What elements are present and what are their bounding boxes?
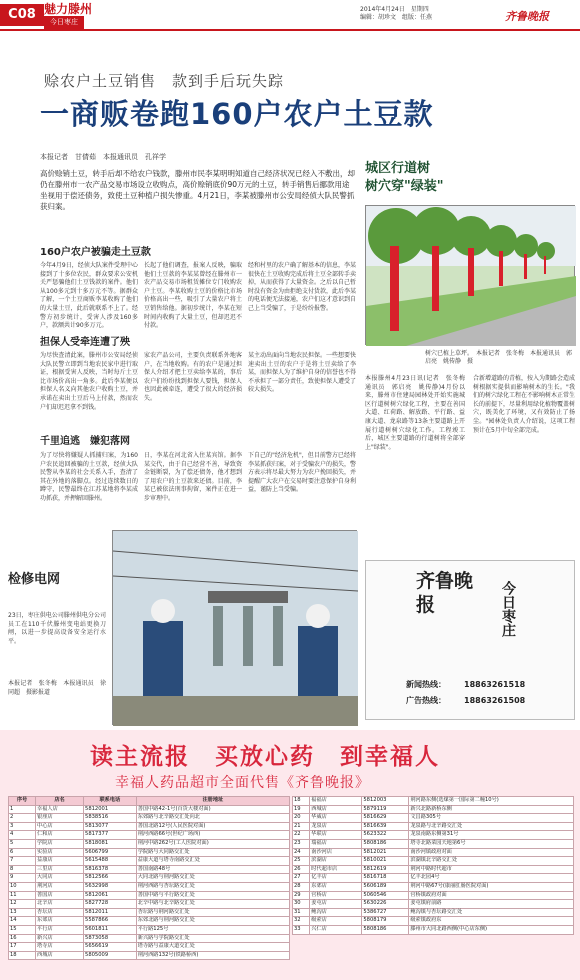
- table-cell: 20: [293, 814, 310, 823]
- table-cell: 8: [9, 865, 36, 874]
- table-cell: 瑞福店: [310, 839, 362, 848]
- table-cell: 荆河中路262号(工人医院对面): [136, 839, 289, 848]
- table-cell: 新兴路与学院路交汇处: [136, 934, 289, 943]
- table-row: [9, 943, 290, 952]
- repair-photo: [112, 530, 357, 725]
- s1-col1: 今年4月9日，经侦大队案件受理中心接到了十多位农民，群众要求公安机关严惩骗他们土豆钱款的案件。他们从100多元到十多万元不等。据群众了解，一个土豆商贩李某收购了他们的大量土豆，此后就联系不上了。经警方初步统计，受害人涉及160多户，款额共计90多万元。: [40, 262, 138, 330]
- table-cell: 22: [293, 831, 310, 840]
- table-cell: 17: [9, 943, 36, 952]
- table-cell: 荆河西路66号(世纪广场西): [136, 831, 289, 840]
- table-cell: 6: [9, 848, 36, 857]
- table-cell: 5810021: [362, 857, 409, 866]
- table-cell: 5812566: [84, 874, 137, 883]
- table-cell: 东郊店: [36, 917, 84, 926]
- table-cell: 5812021: [362, 848, 409, 857]
- table-cell: 福福店: [310, 797, 362, 806]
- table-row: [9, 874, 290, 883]
- s2-col1: 为尽快查清此案，滕州市公安局经侦大队民警立即到当地农民家中进行取证，根据受害人反映，当时每斤土豆比市场价高出一角多。此后李某便以担保人名义向其他农户收购土豆，并承诺在卖出土豆后马上付款，然而农户们却迟迟拿不到钱。: [40, 352, 138, 411]
- table-cell: 西城店: [36, 951, 84, 960]
- story-byline: 本报记者 甘倩茹 本报通讯员 孔祥学: [40, 153, 166, 161]
- table-cell: 塔寺店: [36, 943, 84, 952]
- store-table-right: [292, 796, 574, 935]
- table-row: [9, 917, 290, 926]
- table-cell: 塔寺路与益康大道交汇处: [136, 943, 289, 952]
- table-cell: 善国北路12号(人民医院对面): [136, 822, 289, 831]
- table-cell: 5606189: [362, 882, 409, 891]
- table-cell: 14: [9, 917, 36, 926]
- table-row: [293, 917, 574, 926]
- table-cell: 5656619: [84, 943, 137, 952]
- table-row: [9, 839, 290, 848]
- table-cell: 西城店: [310, 805, 362, 814]
- table-cell: 5587866: [84, 917, 137, 926]
- table-cell: 大同北路与荆河路交汇处: [136, 874, 289, 883]
- table-cell: 亿丰店: [310, 874, 362, 883]
- ad-subtitle: 幸福人药品超市全面代售《齐鲁晚报》: [115, 775, 370, 791]
- table-cell: 23: [293, 839, 310, 848]
- ad-slogan: 读主流报 买放心药 到幸福人: [90, 744, 440, 770]
- s2-col3: 某主动出面向当地农民担保。一些想要快速卖出土豆的农户于是将土豆卖给了李某，而担保人为了维护自身的信誉也不得不承担了一部分责任，致使担保人遭受了较大损失。: [248, 352, 357, 394]
- table-cell: 荆河西路与杏坛路交汇处: [136, 882, 289, 891]
- table-cell: 11: [9, 891, 36, 900]
- table-row: [9, 831, 290, 840]
- table-cell: 31: [293, 908, 310, 917]
- table-cell: 5386727: [362, 908, 409, 917]
- table-cell: 5812011: [84, 908, 137, 917]
- table-cell: 滨湖店: [310, 857, 362, 866]
- table-row: [293, 797, 574, 806]
- table-cell: 鲍沟镇与杏坛路交汇处: [409, 908, 574, 917]
- table-cell: 5817377: [84, 831, 137, 840]
- table-cell: 5816378: [84, 865, 137, 874]
- store-table-left: [8, 796, 290, 960]
- table-cell: 龙泉南路东侧第31号: [409, 831, 574, 840]
- table-row: [293, 805, 574, 814]
- tree-col2: 合新增道路的青植，按入为期路会造成树根据实提供而影响树木的生长。"我们的树穴绿化工程在不影响树木正常生长的前提下，尽量利用绿化植物覆盖树穴，既美化了环境，又有效防止了扬尘。"园林处负责人介绍说，这项工程预计在5月中旬全部完成。: [473, 375, 576, 434]
- table-cell: 南沙河镇政府对面: [409, 848, 574, 857]
- page-header: [0, 0, 580, 30]
- subhead-3: 千里追逃 嫌犯落网: [40, 436, 130, 447]
- table-row: [293, 891, 574, 900]
- table-cell: 15: [9, 925, 36, 934]
- table-row: [9, 848, 290, 857]
- table-cell: 官桥镇政府对面: [409, 891, 574, 900]
- table-cell: 5601811: [84, 925, 137, 934]
- table-cell: 24: [293, 848, 310, 857]
- table-cell: 文昌路305号: [409, 814, 574, 823]
- table-cell: 三里店: [36, 865, 84, 874]
- table-cell: 25: [293, 857, 310, 866]
- table-cell: 5808186: [362, 839, 409, 848]
- table-row: [9, 822, 290, 831]
- issue-meta: 2014年4月24日 星期四 编辑：胡珍文 组版：任燕: [360, 6, 433, 21]
- section-title: 魅力滕州 今日枣庄: [44, 4, 104, 26]
- table-cell: 5812619: [362, 865, 409, 874]
- story-headline: 一商贩卷跑160户农户土豆款: [40, 97, 434, 131]
- table-cell: 鲍沟店: [310, 908, 362, 917]
- table-cell: 10: [9, 882, 36, 891]
- table-cell: 平行店: [36, 925, 84, 934]
- table-cell: 5818081: [84, 839, 137, 848]
- table-cell: 级索镇政府东: [409, 917, 574, 926]
- tree-col1: 本报滕州4月23日讯(记者 张冬梅 通讯员 郭启亮 姚传静)4月份以来，滕州市住建局园林处开始实施城区行道树树穴绿化工程，主要在善国大道、红荷路、解放路、平行路、益康大道、龙泉路等13条主要道路上开展行道树树穴绿化工作。工程竣工后，城区主要道路的行道树将全部穿上"绿装"。: [365, 375, 472, 451]
- table-cell: 学院店: [36, 839, 84, 848]
- table-cell: 杏坛店: [36, 908, 84, 917]
- table-cell: 官桥店: [310, 891, 362, 900]
- table-cell: 北辛中路与北辛路交汇处: [136, 900, 289, 909]
- table-cell: 18: [293, 797, 310, 806]
- table-cell: 善国店: [36, 891, 84, 900]
- table-cell: 5632998: [84, 882, 137, 891]
- table-row: [9, 925, 290, 934]
- table-cell: 善国南路48号: [136, 865, 289, 874]
- table-row: [9, 908, 290, 917]
- page-number: C08: [0, 4, 44, 26]
- table-row: [293, 839, 574, 848]
- table-row: [293, 908, 574, 917]
- table-cell: 5816629: [362, 814, 409, 823]
- table-cell: 东郊北路与荆河路交汇处: [136, 917, 289, 926]
- table-cell: 南沙河店: [310, 848, 362, 857]
- table-cell: 19: [293, 805, 310, 814]
- table-cell: 5808179: [362, 917, 409, 926]
- table-cell: 5060546: [362, 891, 409, 900]
- table-cell: 新兴店: [36, 934, 84, 943]
- table-row: [9, 900, 290, 909]
- table-cell: 塔寺北路菜园天地第6号: [409, 839, 574, 848]
- table-row: [9, 865, 290, 874]
- table-row: [293, 831, 574, 840]
- news-hotline: 新闻热线： 18863261518: [406, 680, 526, 689]
- table-cell: 5812003: [362, 797, 409, 806]
- table-cell: 29: [293, 891, 310, 900]
- table-row: [293, 857, 574, 866]
- s1-col3: 经和村里的农户确了解基本的信息，李某很快在土豆收购完成后将土豆全部转手卖掉，从而获得了大量资金。之后以自己暂时没有资金为由拒绝支付货款，此后李某的电话便无法接通，农户们这才意识到自己上当受骗了，于是纷纷报警。: [248, 262, 357, 312]
- table-cell: 5816639: [362, 822, 409, 831]
- table-row: [293, 848, 574, 857]
- table-row: [293, 814, 574, 823]
- table-cell: 1: [9, 805, 36, 814]
- table-cell: 27: [293, 874, 310, 883]
- table-cell: 大同店: [36, 874, 84, 883]
- table-cell: 18: [9, 951, 36, 960]
- table-cell: 12: [9, 900, 36, 909]
- table-cell: 30: [293, 900, 310, 909]
- table-cell: 华联店: [310, 831, 362, 840]
- table-cell: 5606799: [84, 848, 137, 857]
- ad-brand-calligraphy: 齐鲁晚报: [416, 570, 474, 616]
- table-cell: 平行路125号: [136, 925, 289, 934]
- s2-col2: 家农产品公司，主要负责联系外地客户，在当地收购。有的农户是通过担保人介绍才把土豆卖给李某的，事后农户们纷纷找到担保人要钱，担保人也因此被牵连，遭受了很大的经济损失。: [144, 352, 242, 402]
- table-cell: 华威店: [310, 814, 362, 823]
- table-cell: 5: [9, 839, 36, 848]
- section-subtitle: 今日枣庄: [44, 16, 84, 29]
- table-cell: 益康大道与塔寺南路交汇处: [136, 857, 289, 866]
- table-cell: 龙泉店: [310, 822, 362, 831]
- table-cell: 32: [293, 917, 310, 926]
- col-no: 序号: [9, 797, 36, 806]
- table-cell: 28: [293, 882, 310, 891]
- table-row: [9, 857, 290, 866]
- repair-credit: 本报记者 张冬梅 本报通讯员 徐同超 摄影报道: [8, 680, 106, 696]
- table-cell: 龙泉路与北辛路交汇处: [409, 822, 574, 831]
- subhead-1: 160户农户被骗走土豆款: [40, 247, 151, 258]
- table-cell: 5623322: [362, 831, 409, 840]
- repair-title: 检修电网: [8, 572, 61, 587]
- table-row: [9, 814, 290, 823]
- table-cell: 幸福人店: [36, 805, 84, 814]
- tree-story-title: 城区行道树 树穴穿"绿装": [365, 161, 444, 194]
- table-row: [293, 822, 574, 831]
- table-cell: 北辛店: [36, 900, 84, 909]
- table-cell: 银座店: [36, 814, 84, 823]
- table-cell: 荆河店: [36, 882, 84, 891]
- table-cell: 2: [9, 814, 36, 823]
- table-cell: 7: [9, 857, 36, 866]
- story-lead: 高价赊销土豆，转手后却不给农户钱款，滕州市民李某明明知道自己经济状况已经入不敷出，却仍在滕州市一农产品交易市场设立收购点，高价赊销底价90万元的土豆，转手销售后挪款用途坐视用于偿还债务，致使土豆种植户损失惨重。4月21日，李某被滕州市公安局经侦大队民警抓获归案。: [40, 169, 355, 211]
- table-cell: 5812061: [84, 891, 137, 900]
- table-cell: 学院路与大同路交汇处: [136, 848, 289, 857]
- table-row: [293, 925, 574, 934]
- s3-col2: 日，李某在河北省入住某宾馆。据李某交代，由于自己经营不善，导致资金链断裂，为了偿还债务，他才想到了用农户的土豆款来还债。目前，李某已被依法刑事拘留，案件正在进一步审理中。: [144, 452, 242, 502]
- table-cell: 5808186: [362, 925, 409, 934]
- table-cell: 5805009: [84, 951, 137, 960]
- newspaper-brand: 齐鲁晚报: [505, 10, 549, 23]
- table-row: [293, 874, 574, 883]
- table-cell: 姜屯店: [310, 900, 362, 909]
- table-cell: 5838516: [84, 814, 137, 823]
- pharmacy-ad: [0, 730, 580, 980]
- table-cell: 姜屯镇府前路: [409, 900, 574, 909]
- tree-photo-caption: 树穴已植上草坪。 本报记者 张冬梅 本报通讯员 郭启亮 姚传静 摄: [425, 350, 573, 365]
- table-cell: 5827728: [84, 900, 137, 909]
- header-rule: [0, 29, 580, 31]
- s3-col1: 为了尽快将嫌疑人抓捕归案，为160户农民追回被骗的土豆款，经侦大队民警从李某的社会关系入手，查清了其在外地的落脚点。经过连续数日的蹲守，民警最终在江苏某地将李某成功抓获，并押解回滕州。: [40, 452, 138, 502]
- table-cell: 新兴北路新桥东侧: [409, 805, 574, 814]
- table-cell: 滨湖镇北辛路交汇处: [409, 857, 574, 866]
- story-kicker: 赊农户土豆销售 款到手后玩失踪: [44, 72, 285, 90]
- table-cell: 4: [9, 831, 36, 840]
- table-cell: 21: [293, 822, 310, 831]
- s1-col2: 长起了他们调查，报案人反映，骗取他们土豆款的李某某曾经在滕州市一农产品交易市场租赁摊位专门收购农户土豆。李某收购土豆的价格比市场价格高出一些，吸引了大量农户将土豆销售给他。据初步统计，李某在短时间内收购了大量土豆，但却迟迟不付款。: [144, 262, 242, 330]
- ad-hotline: 广告热线： 18863261508: [406, 696, 526, 705]
- table-row: [293, 900, 574, 909]
- table-cell: 滕州市大同北路西侧(中心店东侧): [409, 925, 574, 934]
- s3-col3: 下自己的"经济危机"，但目前警方已经将李某抓获归案，对于受骗农户的损失，警方表示将尽最大努力为农户挽回损失，并提醒广大农户在交易时要注意保护自身利益，谨防上当受骗。: [248, 452, 357, 494]
- table-cell: 仁和店: [36, 831, 84, 840]
- table-row: [9, 934, 290, 943]
- table-cell: 善国中路42-1号(百货大楼对面): [136, 805, 289, 814]
- table-cell: 5873058: [84, 934, 137, 943]
- ad-brand-sub: 今日枣庄: [500, 581, 516, 637]
- paper-ad-box: [365, 560, 575, 720]
- table-cell: 荆河中路时代超市: [409, 865, 574, 874]
- table-cell: 荆河西路132号(铁路桥西): [136, 951, 289, 960]
- table-cell: 5813077: [84, 822, 137, 831]
- col-address: 注册地址: [136, 797, 289, 806]
- table-cell: 时代超市店: [310, 865, 362, 874]
- table-row: [9, 891, 290, 900]
- table-cell: 亿丰北园4号: [409, 874, 574, 883]
- table-cell: 16: [9, 934, 36, 943]
- table-cell: 5812001: [84, 805, 137, 814]
- table-row: [293, 882, 574, 891]
- subhead-2: 担保人受牵连遭了殃: [40, 337, 130, 348]
- repair-text: 23日，枣庄供电公司滕州供电分公司员工在110千伏滕州变电站更换刀闸，以进一步提高设备安全运行水平。: [8, 612, 106, 645]
- table-cell: 实验店: [36, 848, 84, 857]
- table-row: [9, 805, 290, 814]
- col-store: 店名: [36, 797, 84, 806]
- table-cell: 荆河路东侧(选煤第一国际第二幢10号): [409, 797, 574, 806]
- table-cell: 13: [9, 908, 36, 917]
- tree-photo: [365, 205, 575, 345]
- table-cell: 东郊店: [310, 882, 362, 891]
- table-row: [293, 865, 574, 874]
- table-row: [9, 951, 290, 960]
- table-cell: 杏坛路与荆河路交汇处: [136, 908, 289, 917]
- table-cell: 益康店: [36, 857, 84, 866]
- table-row: [9, 882, 290, 891]
- table-cell: 级索店: [310, 917, 362, 926]
- table-cell: 善国中路与平行路交汇处: [136, 891, 289, 900]
- table-cell: 兴仁店: [310, 925, 362, 934]
- table-cell: 3: [9, 822, 36, 831]
- table-cell: 东郊路与北辛路交汇处向北: [136, 814, 289, 823]
- table-cell: 5816718: [362, 874, 409, 883]
- col-phone: 联系电话: [84, 797, 137, 806]
- table-cell: 33: [293, 925, 310, 934]
- table-cell: 5615488: [84, 857, 137, 866]
- table-cell: 5630226: [362, 900, 409, 909]
- table-cell: 荆河中路67号(康丽肛肠医院对面): [409, 882, 574, 891]
- table-cell: 26: [293, 865, 310, 874]
- table-cell: 中心店: [36, 822, 84, 831]
- table-cell: 9: [9, 874, 36, 883]
- table-cell: 5879119: [362, 805, 409, 814]
